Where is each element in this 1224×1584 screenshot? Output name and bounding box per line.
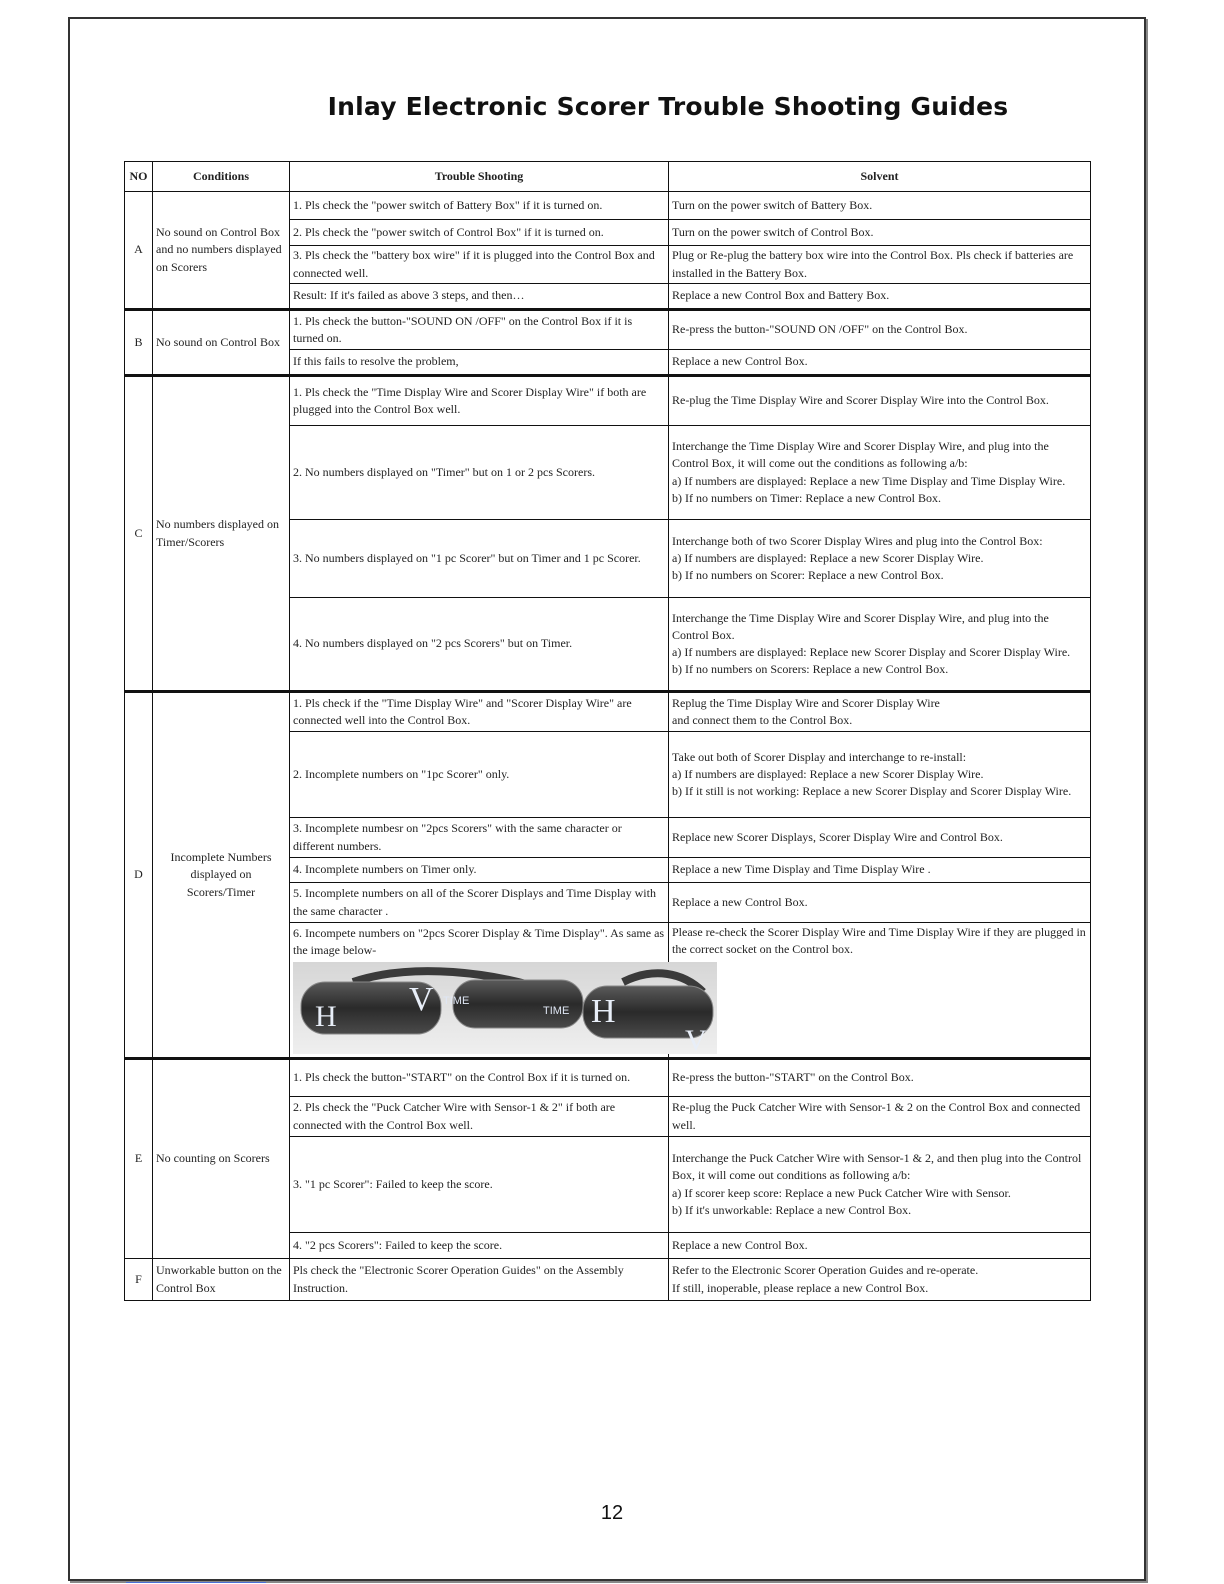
- solvent-line: Take out both of Scorer Display and interchange to re-install:: [672, 749, 967, 764]
- solvent-cell: [669, 692, 1091, 732]
- solvent-cell: Turn on the power switch of Battery Box.: [669, 192, 1091, 220]
- table-row: [125, 1259, 1091, 1301]
- trouble-cell: 1. Pls check the button-"SOUND ON /OFF" on the Control Box if it is turned on.: [290, 310, 669, 350]
- h-letter-right: H: [591, 993, 616, 1031]
- row-id-e: E: [125, 1059, 153, 1259]
- trouble-cell: 2. Incomplete numbers on "1pc Scorer" only.: [290, 732, 669, 818]
- trouble-cell: 3. No numbers displayed on "1 pc Scorer" but on Timer and 1 pc Scorer.: [290, 520, 669, 598]
- condition-c: No numbers displayed on Timer/Scorers: [153, 376, 290, 692]
- trouble-cell: 1. Pls check if the "Time Display Wire" and "Scorer Display Wire" are connected well into the Control Box.: [290, 692, 669, 732]
- solvent-cell: [669, 520, 1091, 598]
- header-no: NO: [125, 162, 153, 192]
- solvent-cell: Replace a new Control Box and Battery Box.: [669, 284, 1091, 310]
- solvent-line: a) If numbers are displayed: Replace a new Scorer Display Wire.: [672, 766, 984, 781]
- v-letter-right: V: [685, 1024, 707, 1055]
- condition-a: No sound on Control Box and no numbers displayed on Scorers: [153, 192, 290, 310]
- solvent-cell: [669, 1233, 1091, 1259]
- trouble-cell: 4. "2 pcs Scorers": Failed to keep the score.: [290, 1233, 669, 1259]
- solvent-cell: [669, 1137, 1091, 1233]
- solvent-line: Re-plug the Time Display Wire and Scorer Display Wire into the Control Box.: [672, 393, 1049, 408]
- solvent-line: Replace a new Time Display and Time Display Wire .: [672, 862, 931, 877]
- trouble-cell: Pls check the "Electronic Scorer Operation Guides" on the Assembly Instruction.: [290, 1259, 669, 1301]
- trouble-cell: 4. No numbers displayed on "2 pcs Scorers" but on Timer.: [290, 598, 669, 692]
- trouble-cell: 2. Pls check the "power switch of Control Box" if it is turned on.: [290, 220, 669, 246]
- trouble-text: 6. Incompete numbers on "2pcs Scorer Display & Time Display". As same as the image below-: [293, 926, 665, 958]
- trouble-cell: If this fails to resolve the problem,: [290, 350, 669, 376]
- table-row: [125, 192, 1091, 220]
- solvent-line: Replace new Scorer Displays, Scorer Display Wire and Control Box.: [672, 829, 1003, 844]
- solvent-line: Replug the Time Display Wire and Scorer Display Wire: [672, 695, 940, 710]
- v-letter-left: V: [409, 981, 434, 1019]
- condition-d: Incomplete Numbers displayed on Scorers/Timer: [153, 692, 290, 1059]
- solvent-cell: [669, 818, 1091, 858]
- solvent-line: a) If scorer keep score: Replace a new Puck Catcher Wire with Sensor.: [672, 1185, 1011, 1200]
- row-id-c: C: [125, 376, 153, 692]
- condition-e: No counting on Scorers: [153, 1059, 290, 1259]
- display-wiring-photo: [293, 962, 717, 1054]
- solvent-cell: [669, 923, 1091, 1059]
- solvent-cell: [669, 732, 1091, 818]
- header-solvent: Solvent: [669, 162, 1091, 192]
- solvent-cell: [669, 598, 1091, 692]
- header-trouble-shooting: Trouble Shooting: [290, 162, 669, 192]
- solvent-line: Interchange the Puck Catcher Wire with Sensor-1 & 2, and then plug into the Control Box, it will come out conditions as following a/b:: [672, 1151, 1082, 1183]
- solvent-line: b) If no numbers on Scorers: Replace a new Control Box.: [672, 662, 949, 677]
- solvent-cell: [669, 426, 1091, 520]
- solvent-line: Replace a new Control Box.: [672, 894, 808, 909]
- h-letter-left: H: [315, 1000, 337, 1034]
- trouble-cell: 2. Pls check the "Puck Catcher Wire with Sensor-1 & 2" if both are connected with the Control Box well.: [290, 1097, 669, 1137]
- solvent-line: Interchange the Time Display Wire and Scorer Display Wire, and plug into the Control Box.: [672, 610, 1049, 642]
- time-label-2: TIME: [543, 1005, 570, 1018]
- trouble-cell: 1. Pls check the "Time Display Wire and Scorer Display Wire" if both are plugged into the Control Box well.: [290, 376, 669, 426]
- bottom-link-underline: [126, 1582, 266, 1583]
- trouble-cell: 2. No numbers displayed on "Timer" but on 1 or 2 pcs Scorers.: [290, 426, 669, 520]
- time-display: [453, 980, 583, 1028]
- solvent-cell: [669, 883, 1091, 923]
- solvent-line: a) If numbers are displayed: Replace a new Time Display and Time Display Wire.: [672, 473, 1066, 488]
- row-id-b: B: [125, 310, 153, 376]
- row-id-a: A: [125, 192, 153, 310]
- trouble-cell: 5. Incomplete numbers on all of the Scorer Displays and Time Display with the same character .: [290, 883, 669, 923]
- header-conditions: Conditions: [153, 162, 290, 192]
- condition-f: Unworkable button on the Control Box: [153, 1259, 290, 1301]
- row-id-f: F: [125, 1259, 153, 1301]
- page-title: Inlay Electronic Scorer Trouble Shooting Guides: [327, 92, 1009, 121]
- solvent-line: a) If numbers are displayed: Replace a new Scorer Display Wire.: [672, 550, 984, 565]
- solvent-line: Re-plug the Puck Catcher Wire with Sensor-1 & 2 on the Control Box and connected well.: [672, 1100, 1081, 1132]
- solvent-line: b) If no numbers on Timer: Replace a new Control Box.: [672, 490, 941, 505]
- trouble-cell: 3. Incomplete numbesr on "2pcs Scorers" with the same character or different numbers.: [290, 818, 669, 858]
- trouble-cell: 3. "1 pc Scorer": Failed to keep the score.: [290, 1137, 669, 1233]
- trouble-cell: 3. Pls check the "battery box wire" if it is plugged into the Control Box and connected well.: [290, 246, 669, 284]
- solvent-cell: [669, 376, 1091, 426]
- troubleshooting-table: [124, 161, 1091, 1301]
- solvent-cell: Re-press the button-"SOUND ON /OFF" on the Control Box.: [669, 310, 1091, 350]
- solvent-cell: [669, 858, 1091, 883]
- solvent-cell: Plug or Re-plug the battery box wire into the Control Box. Pls check if batteries are installed in the Battery Box.: [669, 246, 1091, 284]
- table-row: [125, 1059, 1091, 1097]
- page-number: 12: [600, 1502, 624, 1524]
- solvent-line: b) If no numbers on Scorer: Replace a new Control Box.: [672, 568, 944, 583]
- table-row: [125, 376, 1091, 426]
- solvent-line: Replace a new Control Box.: [672, 1237, 808, 1252]
- solvent-line: Refer to the Electronic Scorer Operation Guides and re-operate.: [672, 1263, 979, 1278]
- solvent-line: b) If it still is not working: Replace a new Scorer Display and Scorer Display Wire.: [672, 784, 1072, 799]
- solvent-line: a) If numbers are displayed: Replace new Scorer Display and Scorer Display Wire.: [672, 645, 1071, 659]
- condition-b: No sound on Control Box: [153, 310, 290, 376]
- table-row: [125, 310, 1091, 350]
- solvent-line: Interchange the Time Display Wire and Scorer Display Wire, and plug into the Control Box, it will come out the conditions as following a/b:: [672, 439, 1049, 471]
- trouble-cell: 1. Pls check the button-"START" on the Control Box if it is turned on.: [290, 1059, 669, 1097]
- solvent-cell: [669, 1059, 1091, 1097]
- trouble-cell: 1. Pls check the "power switch of Battery Box" if it is turned on.: [290, 192, 669, 220]
- solvent-line: b) If it's unworkable: Replace a new Control Box.: [672, 1202, 912, 1217]
- time-label-1: TIME: [443, 995, 470, 1008]
- solvent-line: If still, inoperable, please replace a new Control Box.: [672, 1280, 929, 1295]
- trouble-cell: 4. Incomplete numbers on Timer only.: [290, 858, 669, 883]
- solvent-line: and connect them to the Control Box.: [672, 713, 853, 727]
- solvent-cell: Turn on the power switch of Control Box.: [669, 220, 1091, 246]
- solvent-cell: [669, 1097, 1091, 1137]
- solvent-cell: [669, 1259, 1091, 1301]
- trouble-cell: Result: If it's failed as above 3 steps, and then…: [290, 284, 669, 310]
- table-row: [125, 692, 1091, 732]
- solvent-cell: Replace a new Control Box.: [669, 350, 1091, 376]
- row-id-d: D: [125, 692, 153, 1059]
- solvent-line: Re-press the button-"START" on the Control Box.: [672, 1070, 914, 1085]
- table-header-row: [125, 162, 1091, 192]
- solvent-line: Interchange both of two Scorer Display Wires and plug into the Control Box:: [672, 533, 1043, 548]
- solvent-line: Please re-check the Scorer Display Wire and Time Display Wire if they are plugged in the correct socket on the Control box.: [672, 925, 1086, 957]
- trouble-cell: [290, 923, 707, 1059]
